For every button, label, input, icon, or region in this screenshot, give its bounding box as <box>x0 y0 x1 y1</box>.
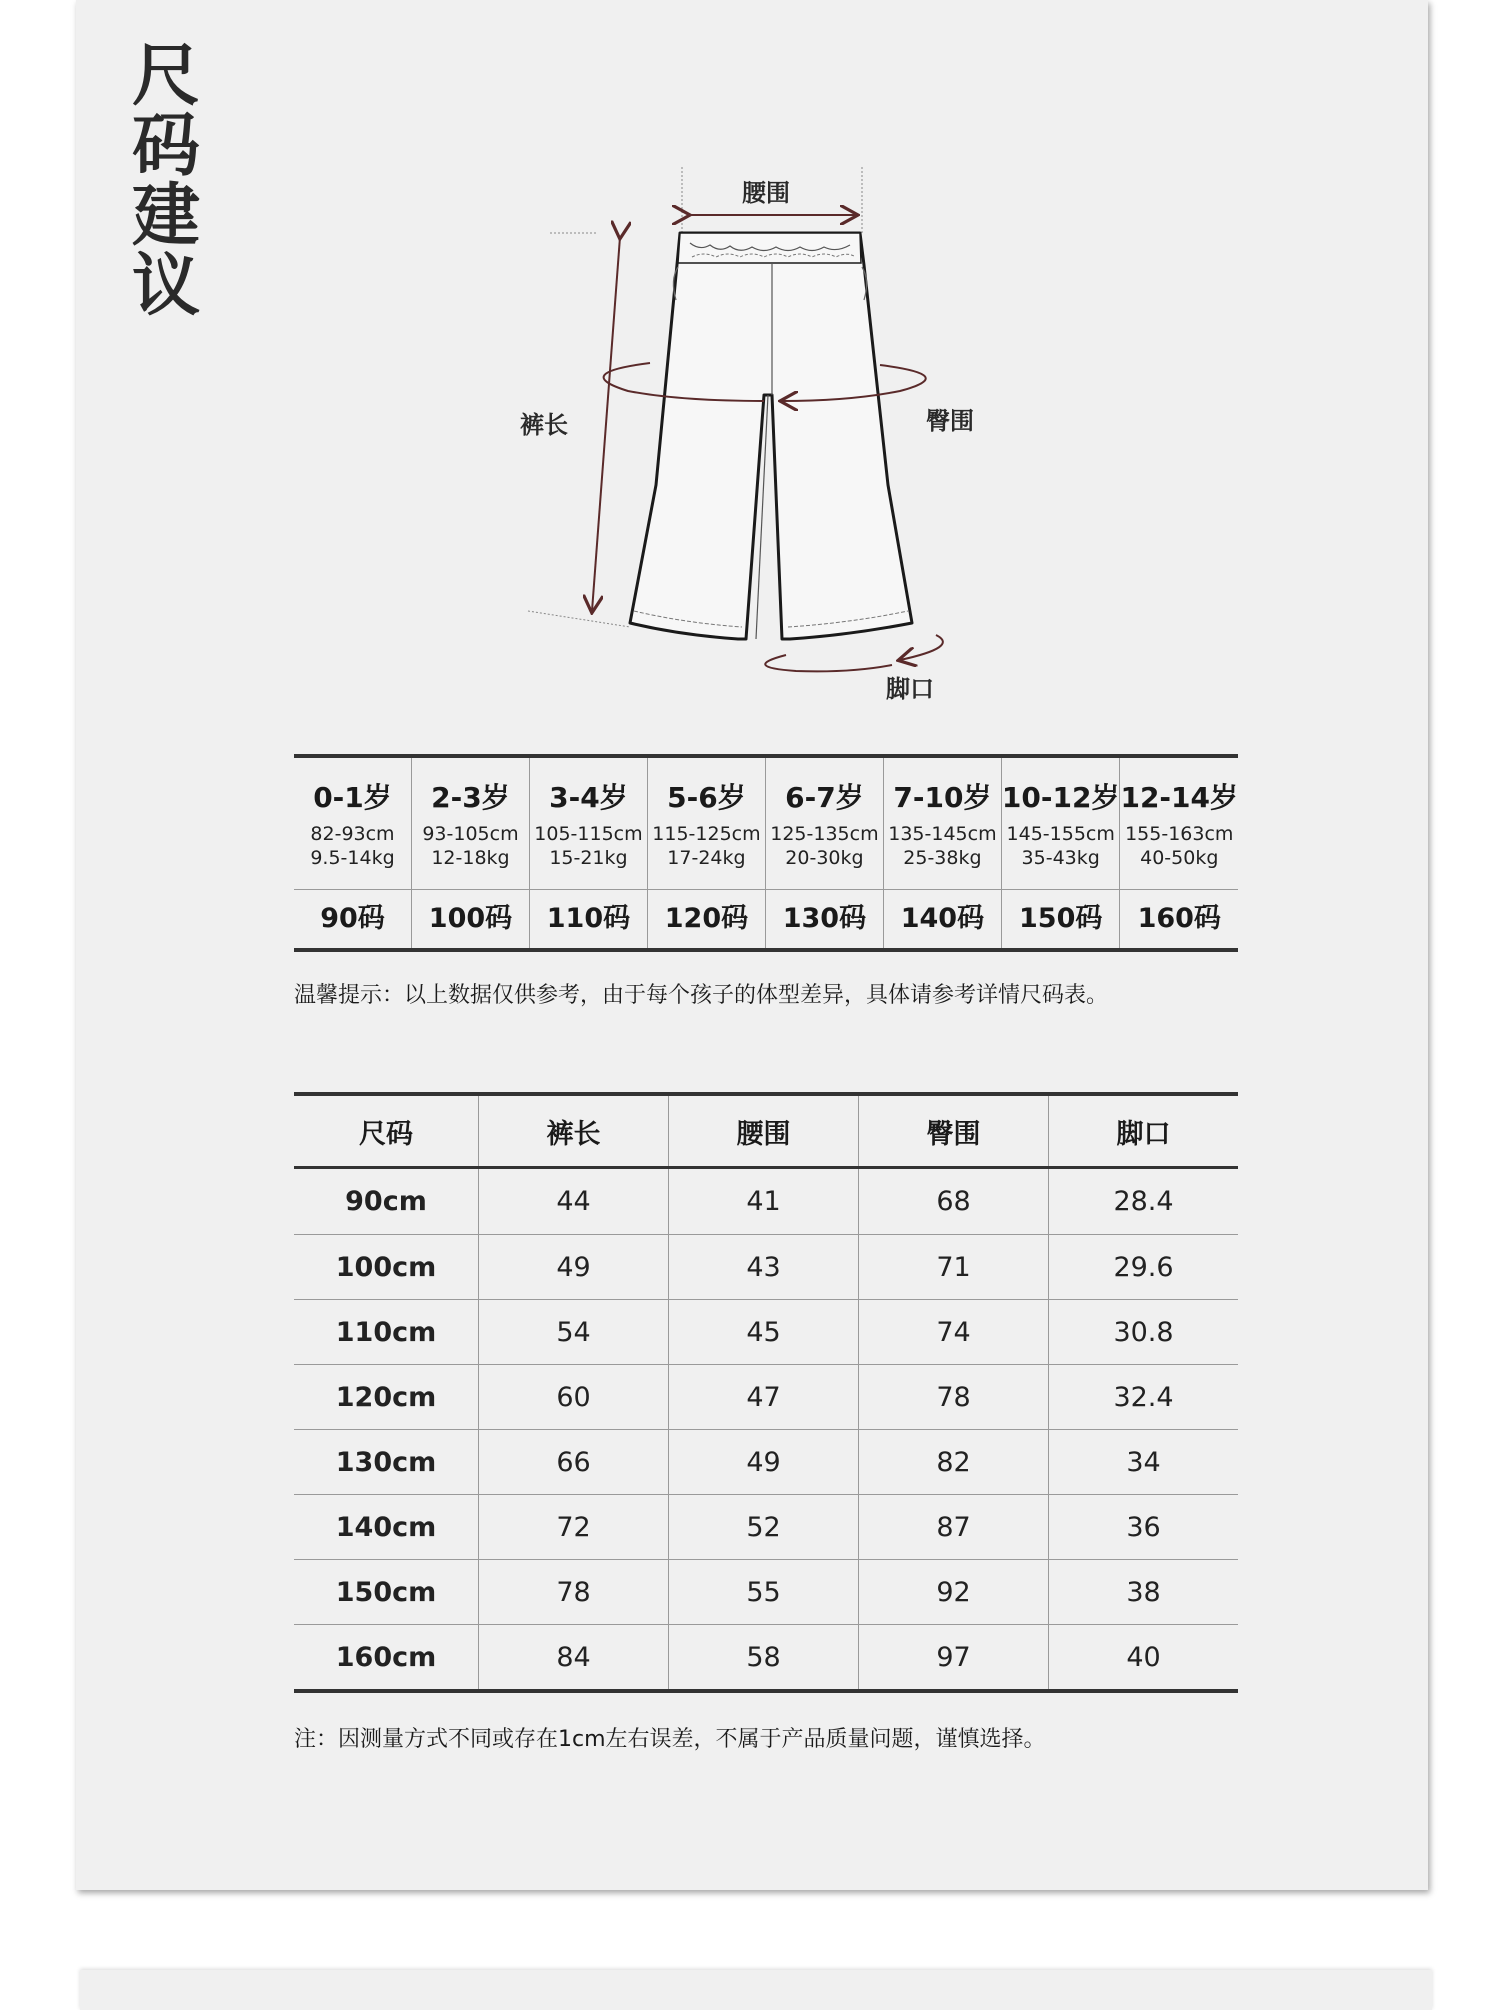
value-cell: 32.4 <box>1048 1365 1238 1429</box>
table-row <box>294 1559 1238 1624</box>
weight-range: 25-38kg <box>903 847 982 869</box>
page-title <box>132 37 202 326</box>
title-char: 码 <box>132 107 201 186</box>
age-info <box>412 758 529 890</box>
table-row <box>294 1494 1238 1559</box>
table-header <box>294 1096 1238 1169</box>
length-label: 裤长 <box>520 411 568 439</box>
age-size-table <box>294 754 1238 952</box>
next-card <box>80 1970 1432 2010</box>
hip-label: 臀围 <box>926 407 974 435</box>
table-row <box>294 1624 1238 1689</box>
header-cell: 腰围 <box>668 1096 858 1166</box>
size-cell: 130cm <box>335 1446 437 1478</box>
value-cell: 45 <box>668 1300 858 1364</box>
age-info <box>1002 758 1120 890</box>
value-cell: 49 <box>478 1235 668 1299</box>
height-range: 115-125cm <box>652 823 761 845</box>
size-cell: 150cm <box>335 1576 437 1608</box>
height-range: 125-135cm <box>770 823 879 845</box>
measurement-table <box>294 1092 1238 1693</box>
value-cell: 97 <box>858 1625 1048 1689</box>
age-info <box>766 758 883 890</box>
table-row <box>294 1169 1238 1234</box>
weight-range: 17-24kg <box>667 847 746 869</box>
size-cell: 100cm <box>335 1251 437 1283</box>
weight-range: 35-43kg <box>1021 847 1100 869</box>
weight-range: 9.5-14kg <box>310 847 395 869</box>
title-char: 议 <box>132 247 201 326</box>
age-column <box>294 758 411 948</box>
value-cell: 92 <box>858 1560 1048 1624</box>
value-cell: 72 <box>478 1495 668 1559</box>
value-cell: 71 <box>858 1235 1048 1299</box>
value-cell: 66 <box>478 1430 668 1494</box>
size-label: 90码 <box>320 903 385 934</box>
table-row <box>294 1429 1238 1494</box>
value-cell: 49 <box>668 1430 858 1494</box>
age-label: 5-6岁 <box>667 781 746 814</box>
weight-range: 12-18kg <box>431 847 510 869</box>
value-cell: 84 <box>478 1625 668 1689</box>
value-cell: 60 <box>478 1365 668 1429</box>
height-range: 82-93cm <box>310 823 395 845</box>
size-label: 130码 <box>782 903 867 934</box>
value-cell: 78 <box>478 1560 668 1624</box>
age-column <box>529 758 647 948</box>
age-info <box>294 758 411 890</box>
value-cell: 58 <box>668 1625 858 1689</box>
tip-text: 温馨提示：以上数据仅供参考，由于每个孩子的体型差异，具体请参考详情尺码表。 <box>294 983 1109 1008</box>
waist-label: 腰围 <box>742 179 790 207</box>
value-cell: 36 <box>1048 1495 1238 1559</box>
height-range: 135-145cm <box>888 823 997 845</box>
value-cell: 40 <box>1048 1625 1238 1689</box>
age-column <box>765 758 883 948</box>
size-cell: 110cm <box>335 1316 437 1348</box>
value-cell: 34 <box>1048 1430 1238 1494</box>
header-cell: 臀围 <box>858 1096 1048 1166</box>
size-cell: 90cm <box>345 1186 427 1217</box>
weight-range: 15-21kg <box>549 847 628 869</box>
size-cell: 140cm <box>335 1511 437 1543</box>
size-label: 140码 <box>900 903 985 934</box>
age-column <box>1001 758 1120 948</box>
size-label: 110码 <box>546 903 631 934</box>
age-label: 10-12岁 <box>1001 781 1120 814</box>
age-label: 7-10岁 <box>893 781 992 814</box>
title-char: 建 <box>132 177 201 256</box>
weight-range: 40-50kg <box>1140 847 1219 869</box>
age-info <box>530 758 647 890</box>
header-cell: 裤长 <box>478 1096 668 1166</box>
age-column <box>647 758 765 948</box>
value-cell: 28.4 <box>1048 1169 1238 1234</box>
value-cell: 29.6 <box>1048 1235 1238 1299</box>
table-row <box>294 1299 1238 1364</box>
value-cell: 43 <box>668 1235 858 1299</box>
age-info <box>648 758 765 890</box>
height-range: 145-155cm <box>1006 823 1115 845</box>
value-cell: 54 <box>478 1300 668 1364</box>
age-column <box>1119 758 1238 948</box>
age-label: 2-3岁 <box>431 781 510 814</box>
size-cell: 160cm <box>335 1641 437 1673</box>
height-range: 155-163cm <box>1125 823 1234 845</box>
pants-illustration <box>520 155 1000 715</box>
value-cell: 30.8 <box>1048 1300 1238 1364</box>
hem-label: 脚口 <box>886 675 934 703</box>
size-label: 150码 <box>1019 903 1103 934</box>
age-info <box>884 758 1001 890</box>
value-cell: 41 <box>668 1169 858 1234</box>
age-label: 0-1岁 <box>313 781 392 814</box>
value-cell: 74 <box>858 1300 1048 1364</box>
size-label: 100码 <box>428 903 513 934</box>
value-cell: 55 <box>668 1560 858 1624</box>
value-cell: 47 <box>668 1365 858 1429</box>
value-cell: 44 <box>478 1169 668 1234</box>
age-label: 12-14岁 <box>1120 781 1239 814</box>
size-label: 160码 <box>1137 903 1221 934</box>
note-text: 注：因测量方式不同或存在1cm左右误差，不属于产品质量问题，谨慎选择。 <box>294 1727 1046 1752</box>
header-cell: 脚口 <box>1048 1096 1238 1166</box>
header-cell: 尺码 <box>359 1118 413 1150</box>
value-cell: 68 <box>858 1169 1048 1234</box>
value-cell: 82 <box>858 1430 1048 1494</box>
title-char: 尺 <box>132 37 201 116</box>
size-cell: 120cm <box>335 1381 437 1413</box>
value-cell: 78 <box>858 1365 1048 1429</box>
table-row <box>294 1364 1238 1429</box>
age-column <box>411 758 529 948</box>
height-range: 105-115cm <box>534 823 643 845</box>
age-label: 6-7岁 <box>785 781 864 814</box>
value-cell: 38 <box>1048 1560 1238 1624</box>
age-column <box>883 758 1001 948</box>
size-label: 120码 <box>664 903 749 934</box>
age-label: 3-4岁 <box>549 781 628 814</box>
value-cell: 52 <box>668 1495 858 1559</box>
weight-range: 20-30kg <box>785 847 864 869</box>
pants-diagram <box>520 155 1000 719</box>
value-cell: 87 <box>858 1495 1048 1559</box>
age-info <box>1120 758 1238 890</box>
table-row <box>294 1234 1238 1299</box>
height-range: 93-105cm <box>422 823 519 845</box>
